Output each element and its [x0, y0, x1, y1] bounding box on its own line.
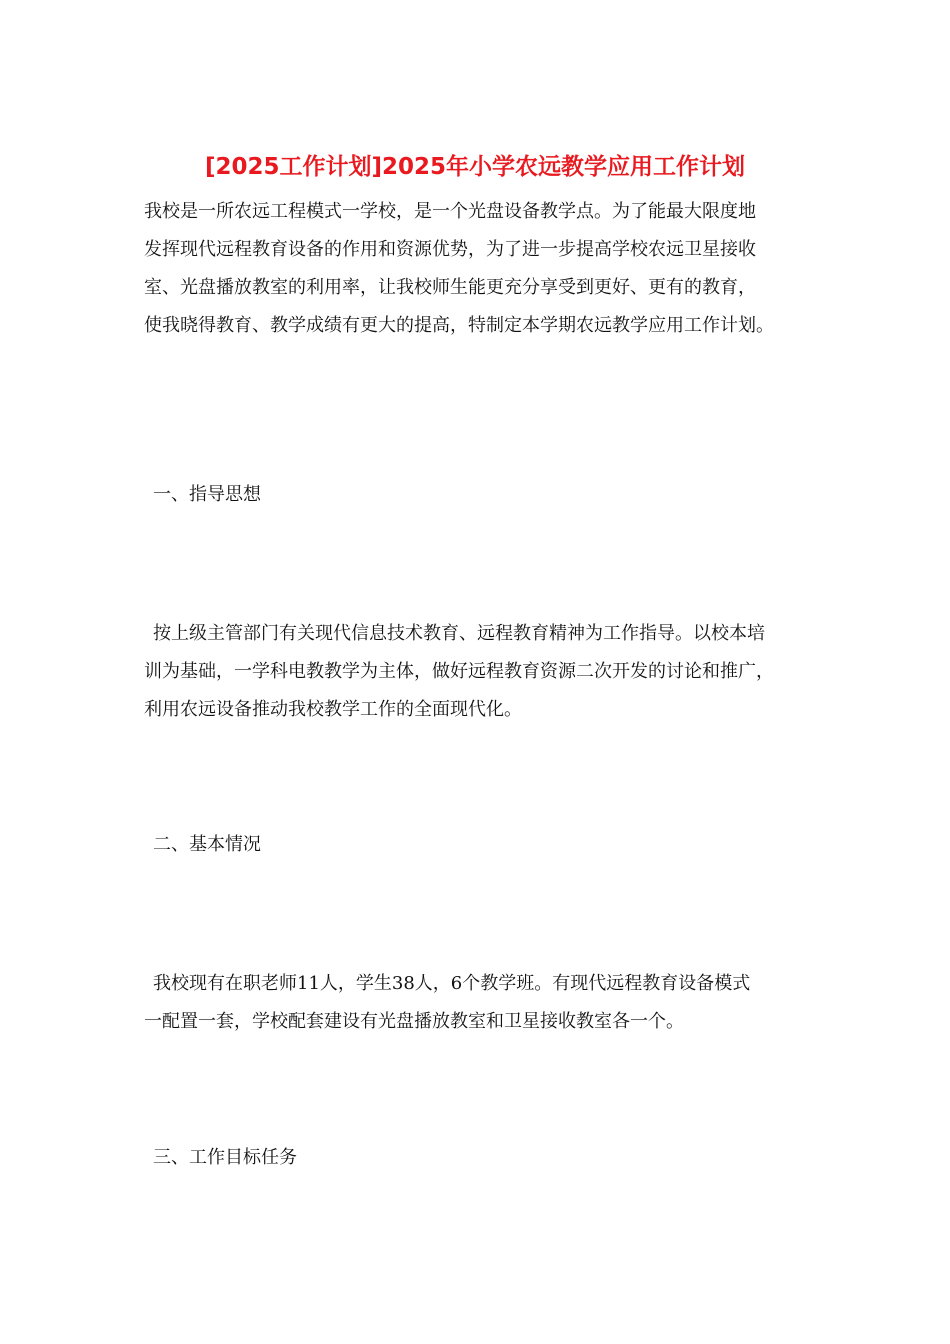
basic-situation-paragraph: [144, 965, 809, 1041]
section-heading-basic-situation: 二、基本情况: [153, 834, 261, 855]
paragraph-line: 一配置一套，学校配套建设有光盘播放教室和卫星接收教室各一个。: [144, 1011, 684, 1032]
intro-line: 室、光盘播放教室的利用率，让我校师生能更充分享受到更好、更有的教育，: [144, 277, 756, 298]
paragraph-line: 我校现有在职老师11人，学生38人，6个教学班。有现代远程教育设备模式: [153, 973, 751, 994]
paragraph-line: 训为基础，一学科电教教学为主体，做好远程教育资源二次开发的讨论和推广，: [144, 661, 774, 682]
intro-line: 使我晓得教育、教学成绩有更大的提高，特制定本学期农远教学应用工作计划。: [144, 315, 774, 336]
section-heading-guiding-ideology: 一、指导思想: [153, 484, 261, 505]
paragraph-line: 按上级主管部门有关现代信息技术教育、远程教育精神为工作指导。以校本培: [153, 623, 765, 644]
intro-line: 我校是一所农远工程模式一学校，是一个光盘设备教学点。为了能最大限度地: [144, 201, 756, 222]
guiding-ideology-paragraph: [144, 615, 809, 729]
intro-line: 发挥现代远程教育设备的作用和资源优势，为了进一步提高学校农远卫星接收: [144, 239, 756, 260]
document-title: [2025工作计划]2025年小学农远教学应用工作计划: [204, 154, 746, 180]
section-heading-work-goals: 三、工作目标任务: [153, 1147, 297, 1168]
intro-paragraph: [144, 193, 809, 345]
paragraph-line: 利用农远设备推动我校教学工作的全面现代化。: [144, 699, 522, 720]
